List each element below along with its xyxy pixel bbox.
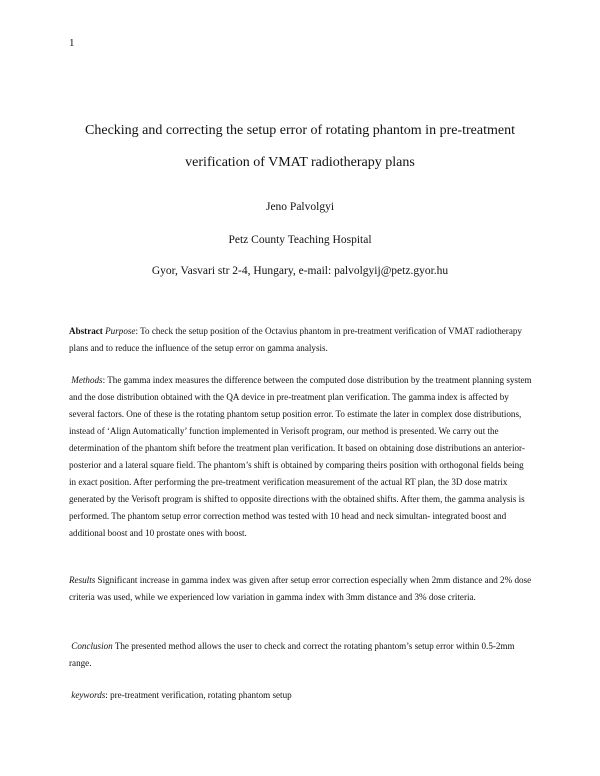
purpose-label: Purpose <box>105 326 136 336</box>
conclusion-label: Conclusion <box>71 641 113 651</box>
paper-title-line-2: verification of VMAT radiotherapy plans <box>185 155 415 170</box>
abstract-paragraph <box>69 323 533 357</box>
conclusion-text: The presented method allows the user to check and correct the rotating phantom’s setup error within 0.5-2mm range. <box>69 641 515 668</box>
methods-label: Methods <box>71 375 103 385</box>
abstract-heading: Abstract <box>69 326 103 336</box>
paper-title-line-1: Checking and correcting the setup error of rotating phantom in pre-treatment <box>85 123 515 138</box>
methods-text: : The gamma index measures the difference between the computed dose distribution by the treatment planning system and the dose distribution obtained with the QA device in pre-treatment plan verification. The gamma index is affected by several factors. One of these is the rotating phantom setup position error. To estimate the later in complex dose distributions, instead of ‘Align Automatically’ function implemented in Verisoft program, our method is presented. We carry out the determination of the phantom shift before the treatment plan verification. It based on obtaining dose distributions an anterior-posterior and a lateral square field. The phantom’s shift is obtained by comparing theirs position with orthogonal fields being in exact position. After performing the pre-treatment verification measurement of the actual RT plan, the 3D dose matrix generated by the Verisoft program is shifted to opposite directions with the obtained shifts. After them, the gamma analysis is performed. The phantom setup error correction method was tested with 10 head and neck simultan- integrated boost and additional boost and 10 prostate ones with boost. <box>69 375 532 538</box>
methods-paragraph <box>69 372 533 542</box>
purpose-text: : To check the setup position of the Octavius phantom in pre-treatment verification of VMAT radiotherapy plans and to reduce the influence of the setup error on gamma analysis. <box>69 326 522 353</box>
author-name: Jeno Palvolgyi <box>265 201 335 213</box>
page-number: 1 <box>69 37 75 49</box>
results-label: Results <box>69 575 96 585</box>
keywords-paragraph <box>69 687 533 704</box>
affiliation: Petz County Teaching Hospital <box>228 234 372 246</box>
keywords-text: : pre-treatment verification, rotating phantom setup <box>105 690 292 700</box>
conclusion-paragraph <box>69 638 533 672</box>
results-paragraph <box>69 572 533 606</box>
keywords-label: keywords <box>71 690 106 700</box>
author-address: Gyor, Vasvari str 2-4, Hungary, e-mail: palvolgyij@petz.gyor.hu <box>151 265 449 277</box>
results-text: Significant increase in gamma index was given after setup error correction especially when 2mm distance and 2% dose criteria was used, while we experienced low variation in gamma index with 3mm distance and 3% dose criteria. <box>69 575 532 602</box>
